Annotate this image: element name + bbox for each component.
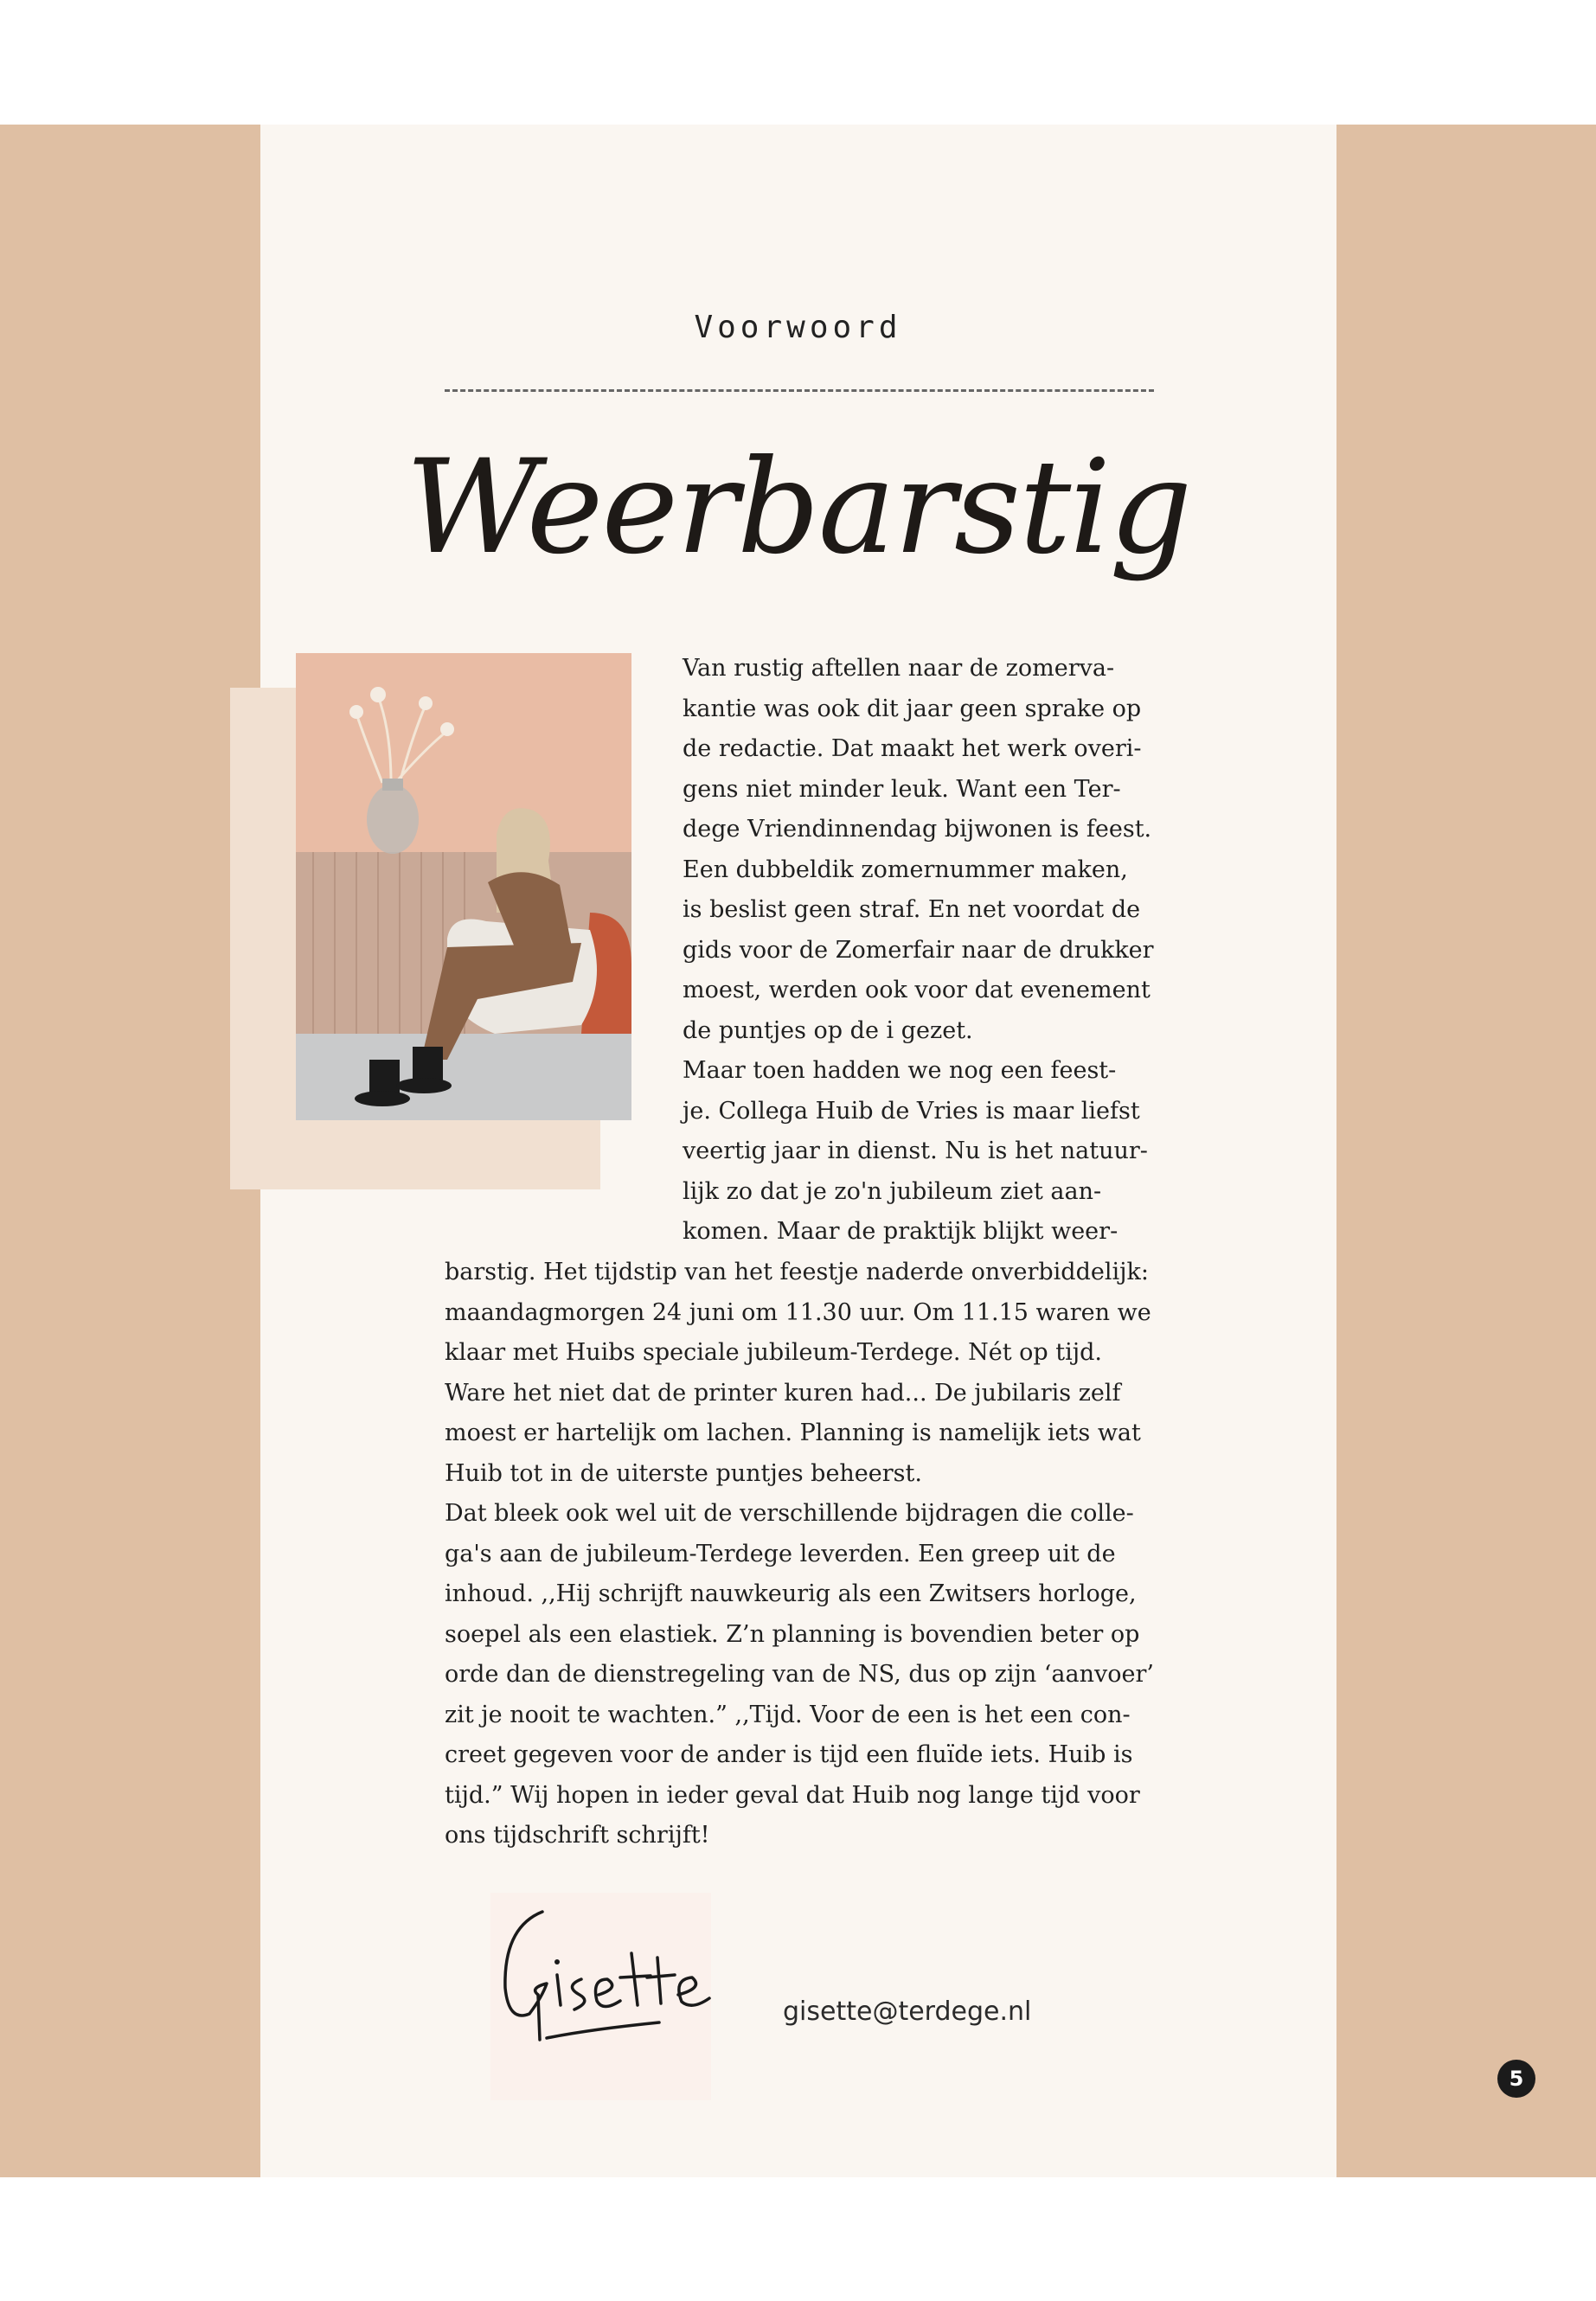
section-label: Voorwoord <box>694 310 902 345</box>
author-photo <box>296 653 631 1120</box>
page-title: Weerbarstig <box>405 433 1191 583</box>
dashed-divider <box>445 389 1154 392</box>
author-email[interactable]: gisette@terdege.nl <box>783 1997 1032 2027</box>
article-column-text: Van rustig aftellen naar de zomerva- kantie was ook dit jaar geen sprake op de redactie. Dat maakt het werk overi- gens niet minder leuk. Want een Ter- dege Vriendinnendag bijwonen is feest. Een dubbeldik zomernummer maken, is beslist geen straf. En net voordat de gids voor de Zomerfair naar de drukker moest, werden ook voor dat evenement de puntjes op de i gezet. Maar toen hadden we nog een feest- je. Collega Huib de Vries is maar liefst veertig jaar in dienst. Nu is het natuur- lijk zo dat je zo'n jubileum ziet aan- komen. Maar de praktijk blijkt weer- <box>683 655 1154 1245</box>
signature <box>478 1893 728 2100</box>
page-number-badge: 5 <box>1497 2060 1535 2098</box>
article-full-text: barstig. Het tijdstip van het feestje naderde onverbiddelijk: maandagmorgen 24 juni om 11.30 uur. Om 11.15 waren we klaar met Huibs speciale jubileum-Terdege. Nét op tijd. Ware het niet dat de printer kuren had... De jubilaris zelf moest er hartelijk om lachen. Planning is namelijk iets wat Huib tot in de uiterste puntjes beheerst. Dat bleek ook wel uit de verschillende bijdragen die colle- ga's aan de jubileum-Terdege leverden. Een greep uit de inhoud. ,,Hij schrijft nauwkeurig als een Zwitsers horloge, soepel als een elastiek. Z’n planning is bovendien beter op orde dan de dienstregeling van de NS, dus op zijn ‘aanvoer’ zit je nooit te wachten.” ,,Tijd. Voor de een is het een con- creet gegeven voor de ander is tijd een fluïde iets. Huib is tijd.” Wij hopen in ieder geval dat Huib nog lange tijd voor ons tijdschrift schrijft! <box>445 1259 1154 1849</box>
